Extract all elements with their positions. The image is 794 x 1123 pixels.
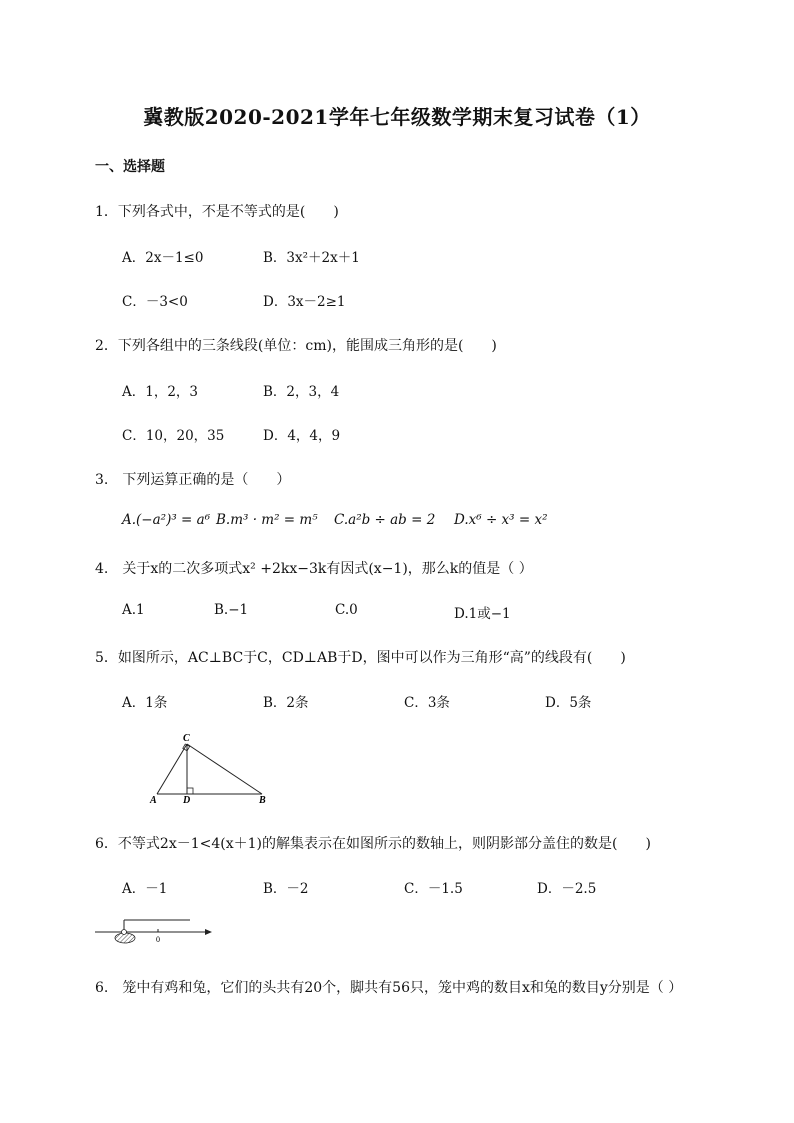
question-5-option-a: A．1条: [122, 695, 168, 711]
question-3-option-c: C.a²b ÷ ab = 2: [334, 512, 436, 528]
question-1-option-d: D．3x－2≥1: [263, 294, 346, 310]
question-6-option-b: B．－2: [263, 881, 309, 897]
question-6-stem: 6．不等式2x－1<4(x＋1)的解集表示在如图所示的数轴上，则阴影部分盖住的数是( ): [95, 836, 651, 852]
question-1-stem: 1．下列各式中，不是不等式的是( ): [95, 204, 339, 220]
question-4-option-c: C.0: [335, 602, 358, 618]
question-4-stem: 4. 关于x的二次多项式x² +2kx−3k有因式(x−1)，那么k的值是（ ）: [95, 561, 533, 577]
vertex-label-c: C: [183, 733, 190, 744]
triangle-figure: [140, 730, 280, 810]
question-5-stem: 5．如图所示，AC⊥BC于C，CD⊥AB于D，图中可以作为三角形“高”的线段有( ): [95, 650, 626, 666]
question-2-stem: 2．下列各组中的三条线段(单位：cm)，能围成三角形的是( ): [95, 338, 497, 354]
question-6-option-c: C．－1.5: [404, 881, 463, 897]
question-4-option-b: B.−1: [214, 602, 249, 618]
question-2-option-a: A．1，2，3: [122, 384, 199, 400]
question-6-option-a: A．－1: [122, 881, 168, 897]
question-5-option-c: C．3条: [404, 695, 450, 711]
question-7-stem: 6. 笼中有鸡和兔，它们的头共有20个，脚共有56只，笼中鸡的数目x和兔的数目y分别是（ ）: [95, 980, 683, 996]
vertex-label-a: A: [150, 795, 157, 806]
question-1-option-c: C．－3<0: [122, 294, 188, 310]
question-3-option-b: B.m³ · m² = m⁵: [216, 512, 318, 528]
question-5-option-d: D．5条: [545, 695, 592, 711]
question-2-option-d: D．4，4，9: [263, 428, 341, 444]
question-1-option-b: B．3x²＋2x＋1: [263, 250, 360, 266]
question-3-stem: 3. 下列运算正确的是（ ）: [95, 472, 291, 488]
section-heading: 一、选择题: [95, 159, 165, 175]
question-4-option-d: D.1或−1: [454, 606, 511, 622]
question-5-option-b: B．2条: [263, 695, 309, 711]
question-3-option-d: D.x⁶ ÷ x³ = x²: [454, 512, 548, 528]
vertex-label-b: B: [259, 795, 266, 806]
number-line-zero-label: 0: [156, 935, 160, 944]
question-2-option-b: B．2，3，4: [263, 384, 340, 400]
question-3-option-a: A.(−a²)³ = a⁶: [122, 512, 211, 528]
vertex-label-d: D: [183, 795, 191, 806]
page-title: 冀教版2020-2021学年七年级数学期末复习试卷（1）: [143, 105, 651, 129]
question-6-option-d: D．－2.5: [537, 881, 597, 897]
question-1-option-a: A．2x－1≤0: [122, 250, 204, 266]
number-line-figure: [92, 915, 217, 950]
question-4-option-a: A.1: [122, 602, 145, 618]
question-2-option-c: C．10，20，35: [122, 428, 225, 444]
